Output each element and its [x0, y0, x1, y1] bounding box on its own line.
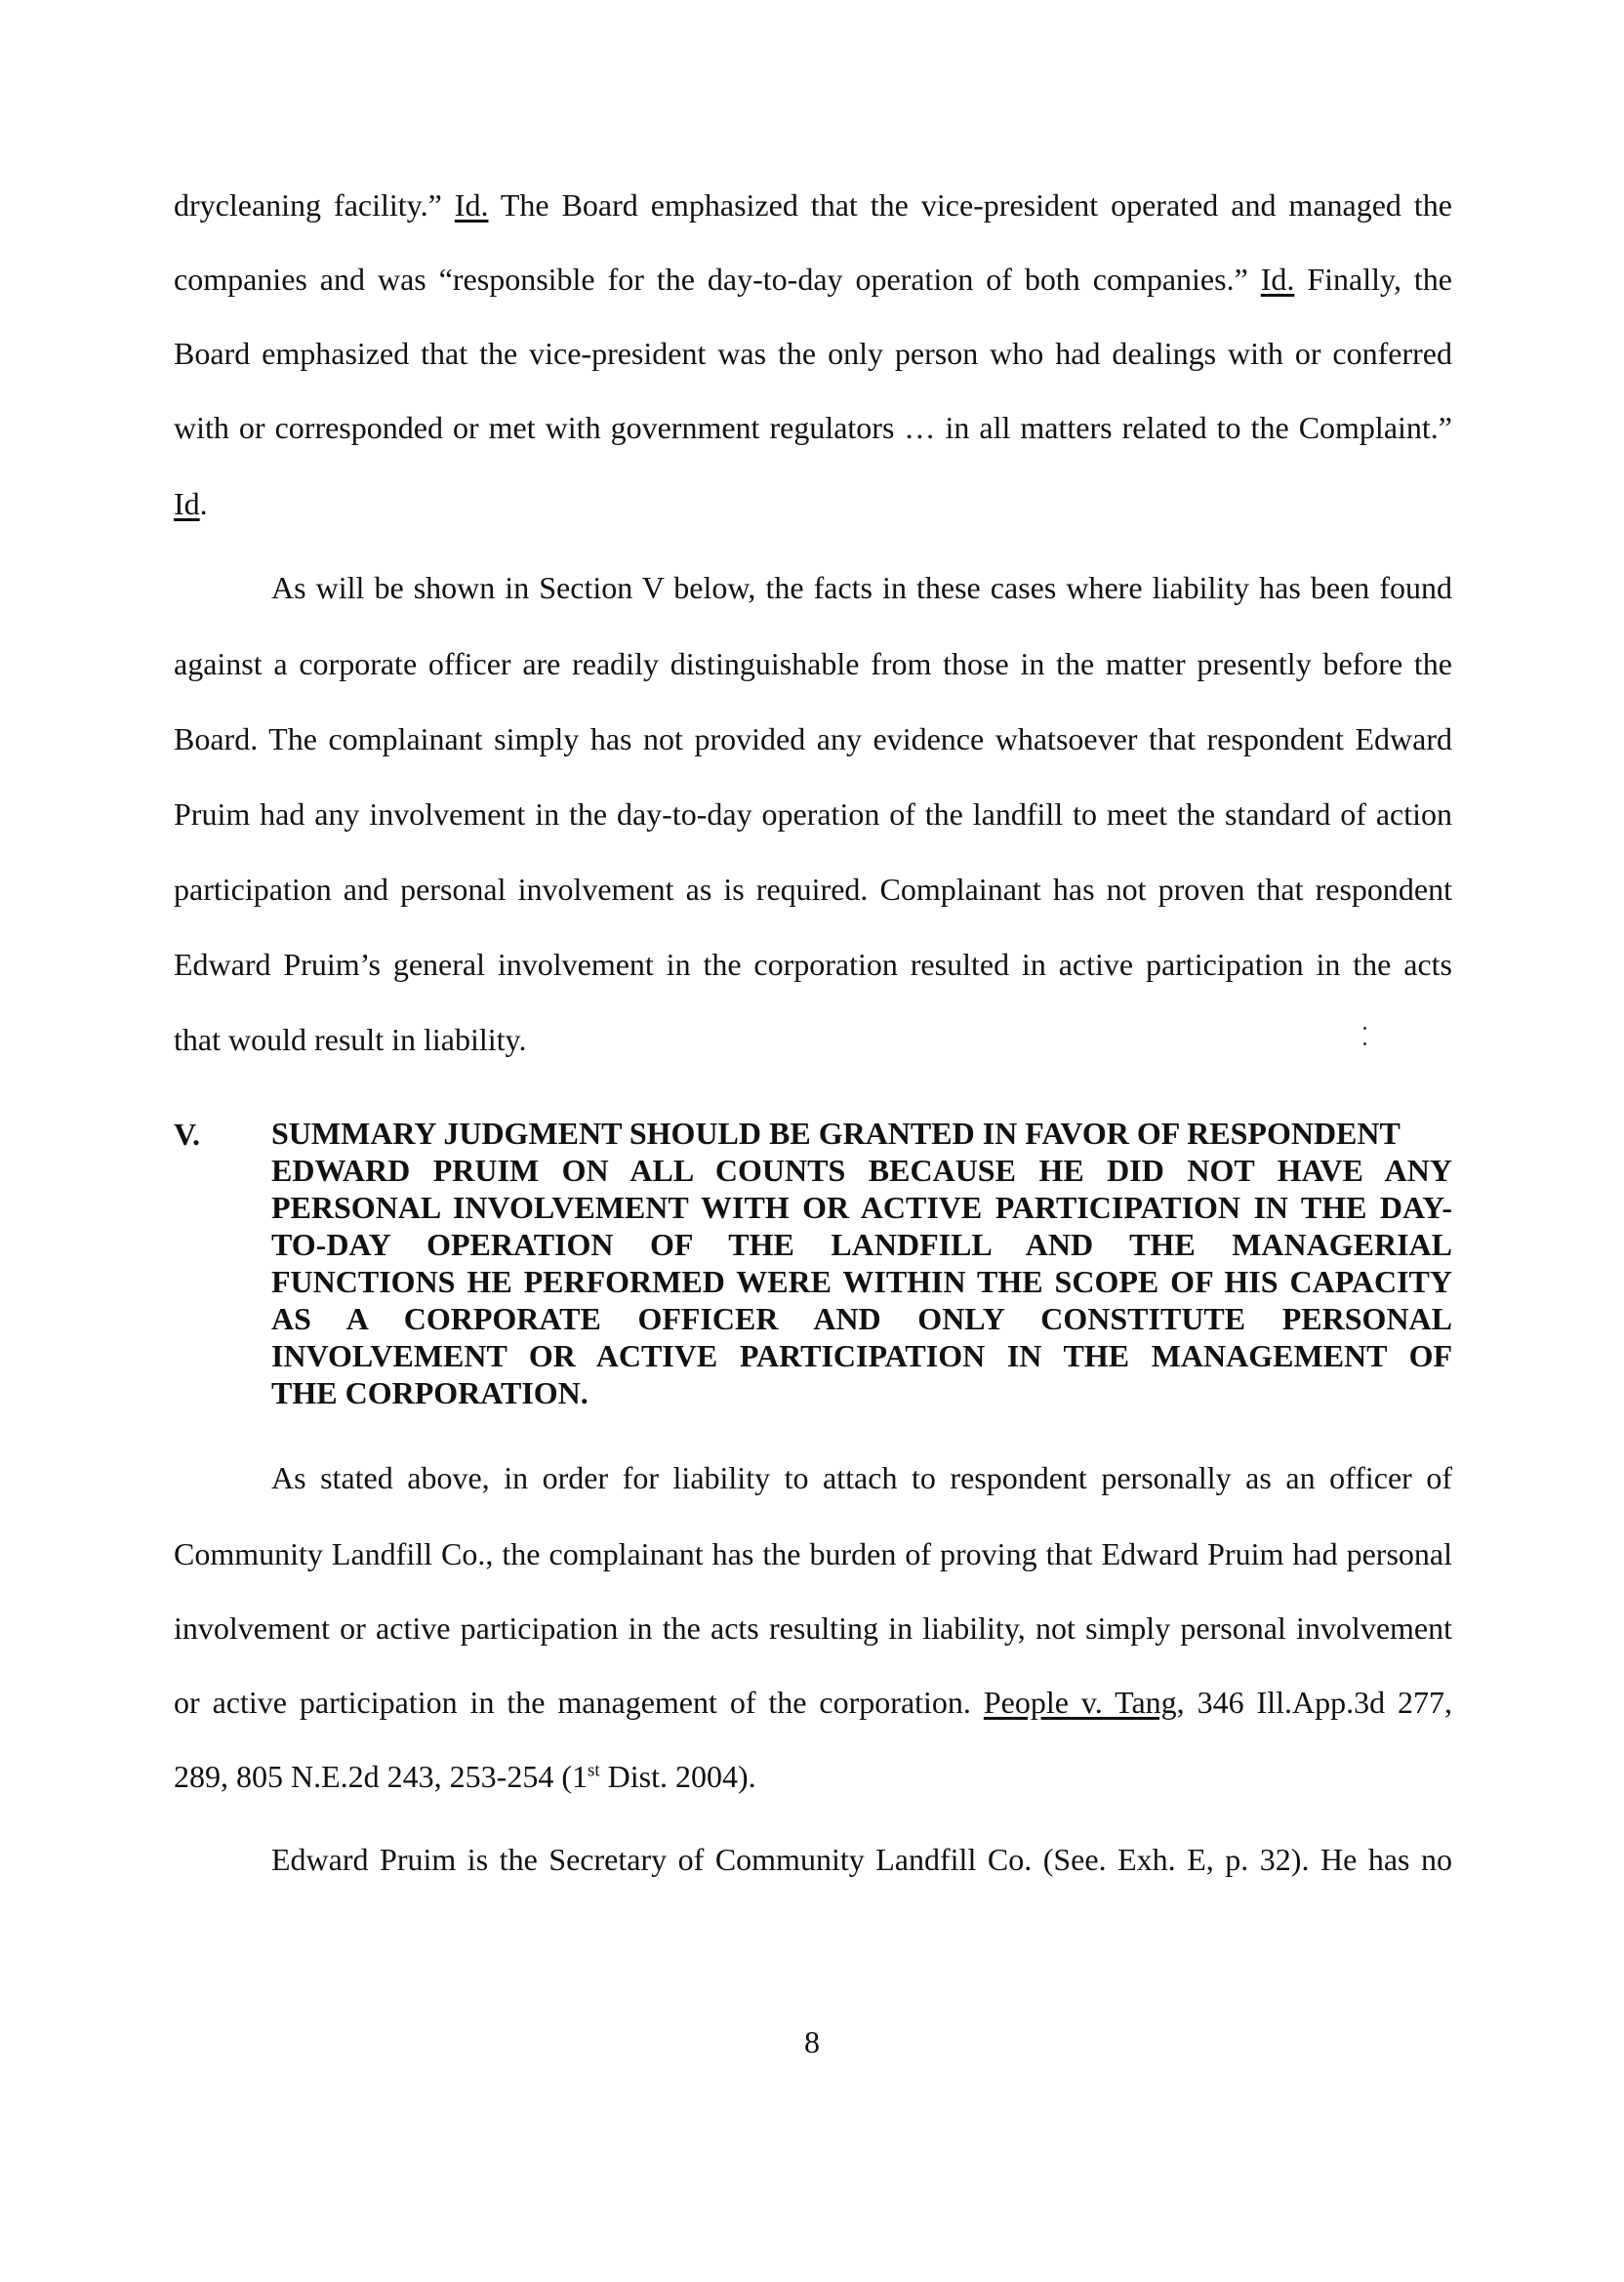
text-run: or active participation in the management of the corporation.: [174, 1685, 984, 1720]
paragraph-3-line-4: [174, 1683, 1452, 1722]
paragraph-2-line-5: participation and personal involvement as is required. Complainant has not proven that respondent: [174, 872, 1452, 907]
paragraph-3-line-5: [174, 1757, 1452, 1796]
page-number: 8: [804, 2024, 820, 2059]
paragraph-2-line-4: Pruim had any involvement in the day-to-day operation of the landfill to meet the standard of action: [174, 796, 1452, 832]
paragraph-1-line-1: [174, 185, 1452, 224]
paragraph-4-line-1: Edward Pruim is the Secretary of Community Landfill Co. (See. Exh. E, p. 32). He has no: [271, 1842, 1452, 1877]
section-heading-line-7: INVOLVEMENT OR ACTIVE PARTICIPATION IN THE MANAGEMENT OF: [271, 1338, 1452, 1373]
text-run: , 346 Ill.App.3d 277,: [1176, 1685, 1453, 1720]
scan-speck: [1363, 1042, 1366, 1045]
section-heading-line-5: FUNCTIONS HE PERFORMED WERE WITHIN THE SCOPE OF HIS CAPACITY: [271, 1264, 1452, 1299]
paragraph-2-line-7: that would result in liability.: [174, 1022, 527, 1057]
paragraph-2-line-3: Board. The complainant simply has not provided any evidence whatsoever that respondent Edward: [174, 721, 1452, 756]
section-heading-line-4: TO-DAY OPERATION OF THE LANDFILL AND THE MANAGERIAL: [271, 1227, 1452, 1262]
case-citation: People v. Tang: [983, 1685, 1177, 1720]
citation-id: Id.: [1260, 262, 1295, 297]
section-heading-line-3: PERSONAL INVOLVEMENT WITH OR ACTIVE PARTICIPATION IN THE DAY-: [271, 1190, 1452, 1225]
text-run: Dist. 2004).: [599, 1759, 756, 1794]
citation-id: Id.: [454, 187, 489, 223]
section-number: V.: [174, 1117, 200, 1152]
text-run: 289, 805 N.E.2d 243, 253-254 (1: [174, 1759, 588, 1794]
text-run: The Board emphasized that the vice-president operated and managed the: [488, 187, 1453, 223]
paragraph-3-line-2: Community Landfill Co., the complainant has the burden of proving that Edward Pruim had personal: [174, 1536, 1452, 1571]
section-heading-line-8: THE CORPORATION.: [271, 1375, 589, 1410]
paragraph-3-line-1: As stated above, in order for liability to attach to respondent personally as an officer of: [271, 1460, 1452, 1495]
paragraph-1-line-5: [174, 484, 1452, 523]
paragraph-2-line-2: against a corporate officer are readily distinguishable from those in the matter presently before the: [174, 646, 1452, 681]
scan-speck: [1363, 1027, 1366, 1030]
section-heading-line-1: SUMMARY JUDGMENT SHOULD BE GRANTED IN FAVOR OF RESPONDENT: [271, 1116, 1401, 1151]
text-run: companies and was “responsible for the day-to-day operation of both companies.”: [174, 262, 1261, 297]
citation-id: Id: [174, 486, 200, 521]
paragraph-1-line-4: with or corresponded or met with government regulators … in all matters related to the Complaint.”: [174, 410, 1452, 445]
paragraph-2-line-6: Edward Pruim’s general involvement in the corporation resulted in active participation in the acts: [174, 947, 1452, 982]
paragraph-1-line-3: Board emphasized that the vice-president was the only person who had dealings with or conferred: [174, 336, 1452, 371]
text-run: .: [199, 486, 208, 521]
paragraph-3-line-3: involvement or active participation in the acts resulting in liability, not simply personal involvement: [174, 1610, 1452, 1646]
text-run: Finally, the: [1294, 262, 1453, 297]
ordinal-superscript: st: [587, 1760, 600, 1781]
section-heading-line-2: EDWARD PRUIM ON ALL COUNTS BECAUSE HE DID NOT HAVE ANY: [271, 1153, 1452, 1188]
paragraph-1-line-2: [174, 260, 1452, 299]
text-run: drycleaning facility.”: [174, 187, 455, 223]
section-heading-line-6: AS A CORPORATE OFFICER AND ONLY CONSTITUTE PERSONAL: [271, 1301, 1452, 1336]
paragraph-2-line-1: As will be shown in Section V below, the facts in these cases where liability has been found: [271, 570, 1452, 605]
